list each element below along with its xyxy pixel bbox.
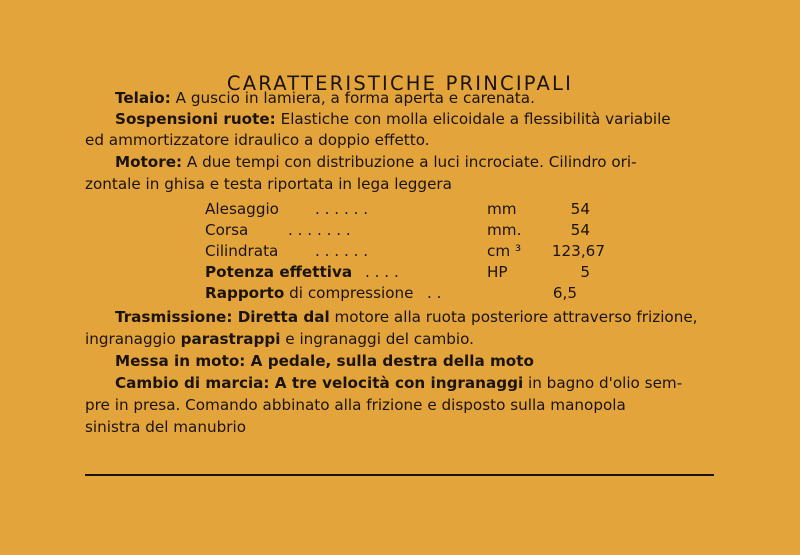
spec-dots: . . . . . . [315,242,369,260]
sospensioni-line-1 [115,109,671,129]
telaio-text: A guscio in lamiera, a forma aperta e carenata. [170,89,535,107]
trasmissione-text-1: motore alla ruota posteriore attraverso frizione, [329,308,698,326]
sospensioni-line-2 [85,130,430,150]
spec-unit: mm [487,200,517,218]
spec-label: Alesaggio [205,200,279,218]
trasmissione-text-2a: ingranaggio [85,330,181,348]
telaio-label: Telaio: [115,89,171,107]
spec-unit: HP [487,263,508,281]
bottom-rule [85,474,714,476]
spec-label-rest: di compressione [284,284,414,302]
spec-dots: . . [427,284,442,302]
trasmissione-label: Trasmissione: [115,308,233,326]
trasmissione-bold-2: parastrappi [180,330,281,348]
cambio-line-1 [115,373,682,393]
messa-text: A pedale, sulla destra della moto [245,352,534,370]
cambio-bold-1: A tre velocità con ingranaggi [269,374,524,392]
spec-value: 54 [570,200,590,218]
motore-label: Motore: [115,153,183,171]
spec-label: Potenza effettiva [205,263,353,281]
trasmissione-bold-1: Diretta dal [232,308,330,326]
cambio-text-1: in bagno d'olio sem- [523,374,683,392]
spec-label: Cilindrata [205,242,279,260]
spec-value: 6,5 [552,284,577,302]
spec-unit: cm ³ [487,242,522,260]
cambio-line-2 [85,395,626,415]
spec-dots: . . . . . . . [288,221,351,239]
spec-value: 123,67 [551,242,605,260]
motore-line-2 [85,174,452,194]
trasmissione-text-2b: e ingranaggi del cambio. [280,330,474,348]
spec-label: Corsa [205,221,249,239]
messa-label: Messa in moto: [115,352,246,370]
spec-dots: . . . . . . [315,200,369,218]
sospensioni-text-1: Elastiche con molla elicoidale a flessibilità variabile [275,110,671,128]
motore-text-1: A due tempi con distribuzione a luci incrociate. Cilindro ori- [182,153,637,171]
cambio-text-3: sinistra del manubrio [85,418,247,436]
motore-text-2: zontale in ghisa e testa riportata in lega leggera [85,175,452,193]
page-title: CARATTERISTICHE PRINCIPALI [226,72,574,95]
sospensioni-label: Sospensioni ruote: [115,110,276,128]
motore-line-1 [115,152,637,172]
telaio-line [115,88,535,108]
spec-label-bold: Rapporto [205,284,285,302]
spec-label [205,283,413,303]
messa-line [115,351,534,371]
cambio-label: Cambio di marcia: [115,374,270,392]
spec-value: 5 [580,263,590,281]
spec-dots: . . . . [365,263,399,281]
spec-unit: mm. [487,221,522,239]
cambio-text-2: pre in presa. Comando abbinato alla frizione e disposto sulla manopola [85,396,626,414]
cambio-line-3 [85,417,246,437]
trasmissione-line-2 [85,329,474,349]
sospensioni-text-2: ed ammortizzatore idraulico a doppio effetto. [85,131,430,149]
trasmissione-line-1 [115,307,698,327]
spec-value: 54 [570,221,590,239]
